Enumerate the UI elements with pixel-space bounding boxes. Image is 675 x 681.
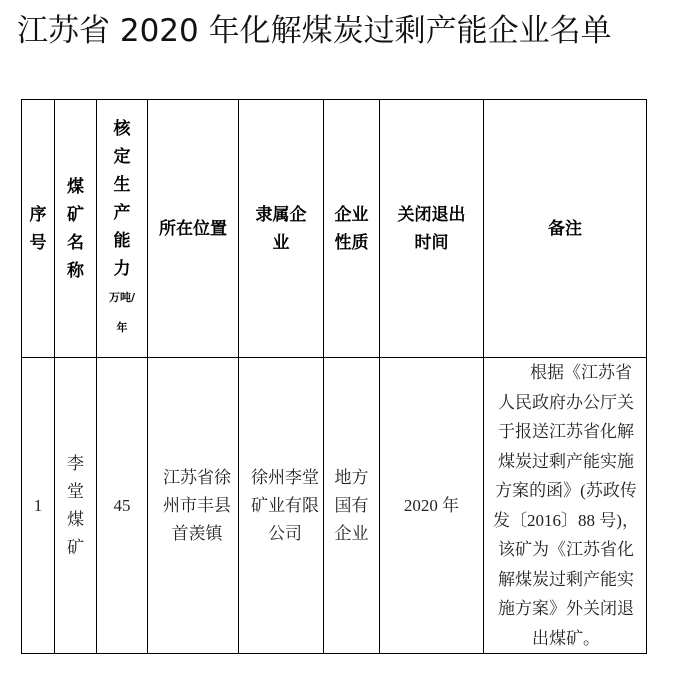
coal-enterprise-table (21, 99, 647, 654)
header-nature: 企业 性质 (324, 100, 380, 358)
cell-close-time: 2020 年 (380, 358, 484, 654)
capacity-unit: 万吨/ (108, 290, 136, 304)
capacity-unit: 年 (116, 320, 128, 334)
header-company: 隶属企 业 (239, 100, 324, 358)
cell-location: 江苏省徐 州市丰县 首羡镇 (148, 358, 239, 654)
header-row (22, 100, 647, 358)
header-mine-name: 煤 矿 名 称 (55, 100, 97, 358)
header-index: 序 号 (22, 100, 55, 358)
header-location: 所在位置 (148, 100, 239, 358)
cell-company: 徐州李堂 矿业有限 公司 (239, 358, 324, 654)
cell-remarks (484, 358, 647, 654)
table-row (22, 358, 647, 654)
cell-mine-name: 李 堂 煤 矿 (55, 358, 97, 654)
document-title: 江苏省 2020 年化解煤炭过剩产能企业名单 (17, 13, 612, 49)
remarks-text: 根据《江苏省人民政府办公厅关于报送江苏省化解煤炭过剩产能实施方案的函》(苏政传发〔2016〕88 号)，该矿为《江苏省化解煤炭过剩产能实施方案》外关闭退出煤矿。 (493, 363, 639, 648)
cell-nature: 地方 国有 企业 (324, 358, 380, 654)
cell-index: 1 (22, 358, 55, 654)
header-capacity: 核 定 生 产 能 力 万吨/ 年 (97, 100, 148, 358)
cell-capacity: 45 (97, 358, 148, 654)
header-close-time: 关闭退出 时间 (380, 100, 484, 358)
header-remarks: 备注 (484, 100, 647, 358)
